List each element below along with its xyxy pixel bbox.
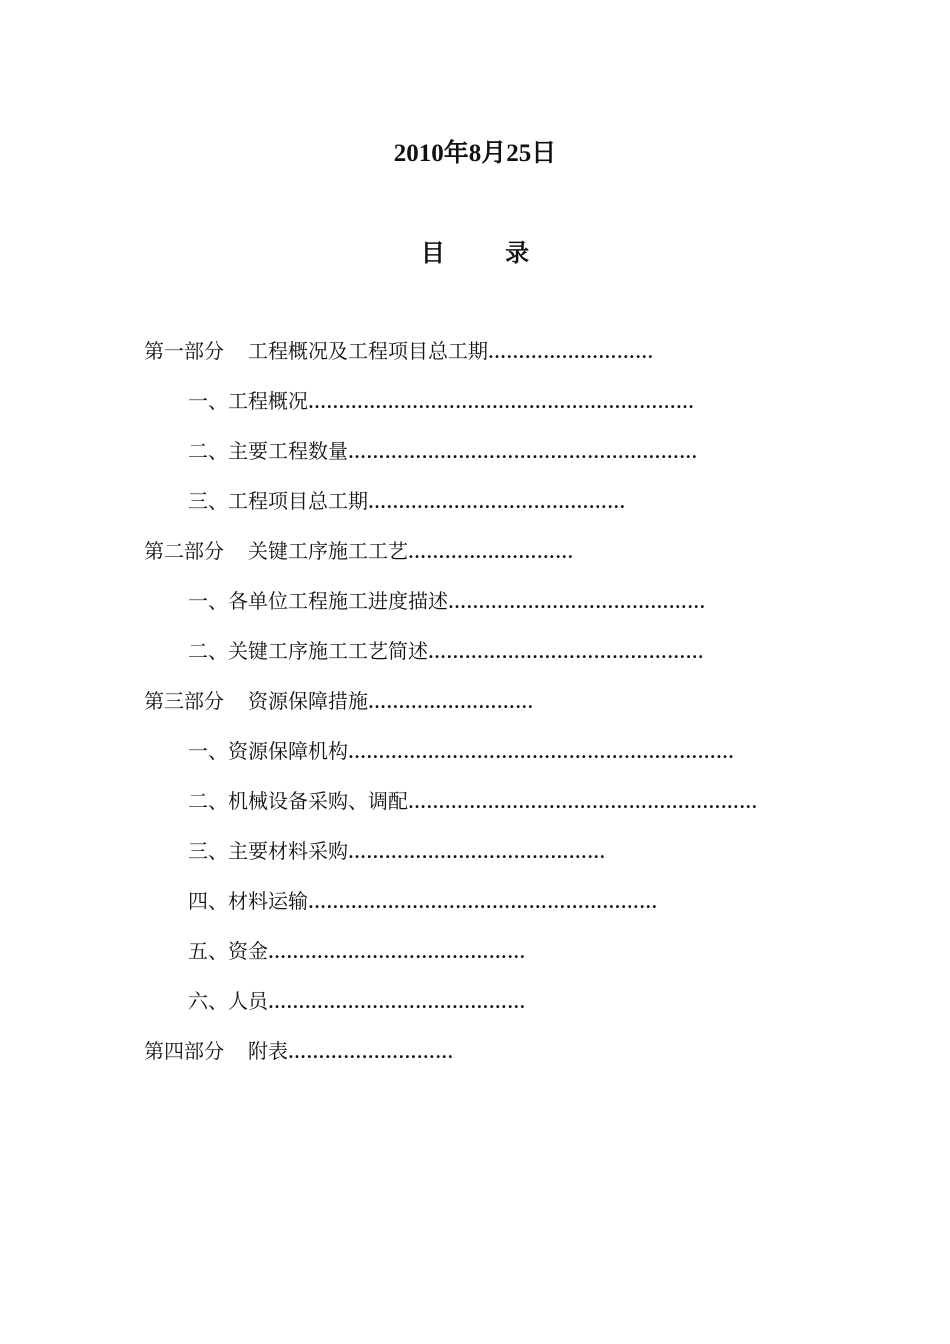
toc-leader-dots: ……………………………………	[368, 492, 626, 512]
toc-entry-part-3[interactable]	[0, 683, 534, 719]
toc-entry-title: 附表	[248, 1039, 288, 1063]
toc-leader-dots: ………………………	[408, 542, 574, 562]
toc-entry-title: 工程概况及工程项目总工期	[248, 339, 488, 363]
toc-entry[interactable]	[0, 383, 694, 419]
toc-heading: 目 录	[420, 239, 556, 267]
toc-leader-dots: ………………………………………………………	[348, 742, 735, 762]
toc-entry-title: 六、人员	[188, 989, 268, 1013]
toc-entry-title: 二、关键工序施工工艺简述	[188, 639, 428, 663]
toc-leader-dots: ………………………	[488, 342, 654, 362]
toc-leader-dots: ……………………………………	[348, 842, 606, 862]
toc-part-prefix: 第四部分	[144, 1039, 224, 1063]
toc-entry-title: 三、工程项目总工期	[188, 489, 368, 513]
toc-leader-dots: ………………………………………………………	[308, 392, 695, 412]
toc-entry-title: 一、资源保障机构	[188, 739, 348, 763]
toc-leader-dots: ……………………………………	[268, 942, 526, 962]
toc-entry[interactable]	[0, 833, 606, 869]
toc-entry[interactable]	[0, 483, 626, 519]
toc-entry-title: 二、机械设备采购、调配	[188, 789, 408, 813]
toc-entry-title: 三、主要材料采购	[188, 839, 348, 863]
toc-leader-dots: ………………………	[288, 1042, 454, 1062]
toc-entry[interactable]	[0, 633, 704, 669]
toc-leader-dots: …………………………………………………	[408, 792, 758, 812]
toc-entry[interactable]	[0, 783, 758, 819]
toc-entry-title: 二、主要工程数量	[188, 439, 348, 463]
toc-entry[interactable]	[0, 433, 698, 469]
toc-leader-dots: ……………………………………	[268, 992, 526, 1012]
toc-leader-dots: ……………………………………	[448, 592, 706, 612]
toc-entry[interactable]	[0, 883, 658, 919]
toc-part-prefix: 第二部分	[144, 539, 224, 563]
toc-entry[interactable]	[0, 933, 526, 969]
toc-entry[interactable]	[0, 733, 734, 769]
document-date: 2010年8月25日	[393, 140, 557, 167]
toc-entry-title: 五、资金	[188, 939, 268, 963]
toc-leader-dots: ………………………	[368, 692, 534, 712]
toc-entry-title: 资源保障措施	[248, 689, 368, 713]
toc-entry[interactable]	[0, 983, 526, 1019]
toc-entry-title: 四、材料运输	[188, 889, 308, 913]
toc-leader-dots: …………………………………………………	[348, 442, 698, 462]
toc-entry-part-2[interactable]	[0, 533, 574, 569]
toc-part-prefix: 第一部分	[144, 339, 224, 363]
toc-leader-dots: …………………………………………………	[308, 892, 658, 912]
toc-entry-part-1[interactable]	[0, 333, 654, 369]
toc-entry[interactable]	[0, 583, 706, 619]
toc-entry-part-4[interactable]	[0, 1033, 454, 1069]
toc-entry-title: 关键工序施工工艺	[248, 539, 408, 563]
toc-leader-dots: ………………………………………	[428, 642, 704, 662]
toc-part-prefix: 第三部分	[144, 689, 224, 713]
toc-entry-title: 一、工程概况	[188, 389, 308, 413]
toc-entry-title: 一、各单位工程施工进度描述	[188, 589, 448, 613]
